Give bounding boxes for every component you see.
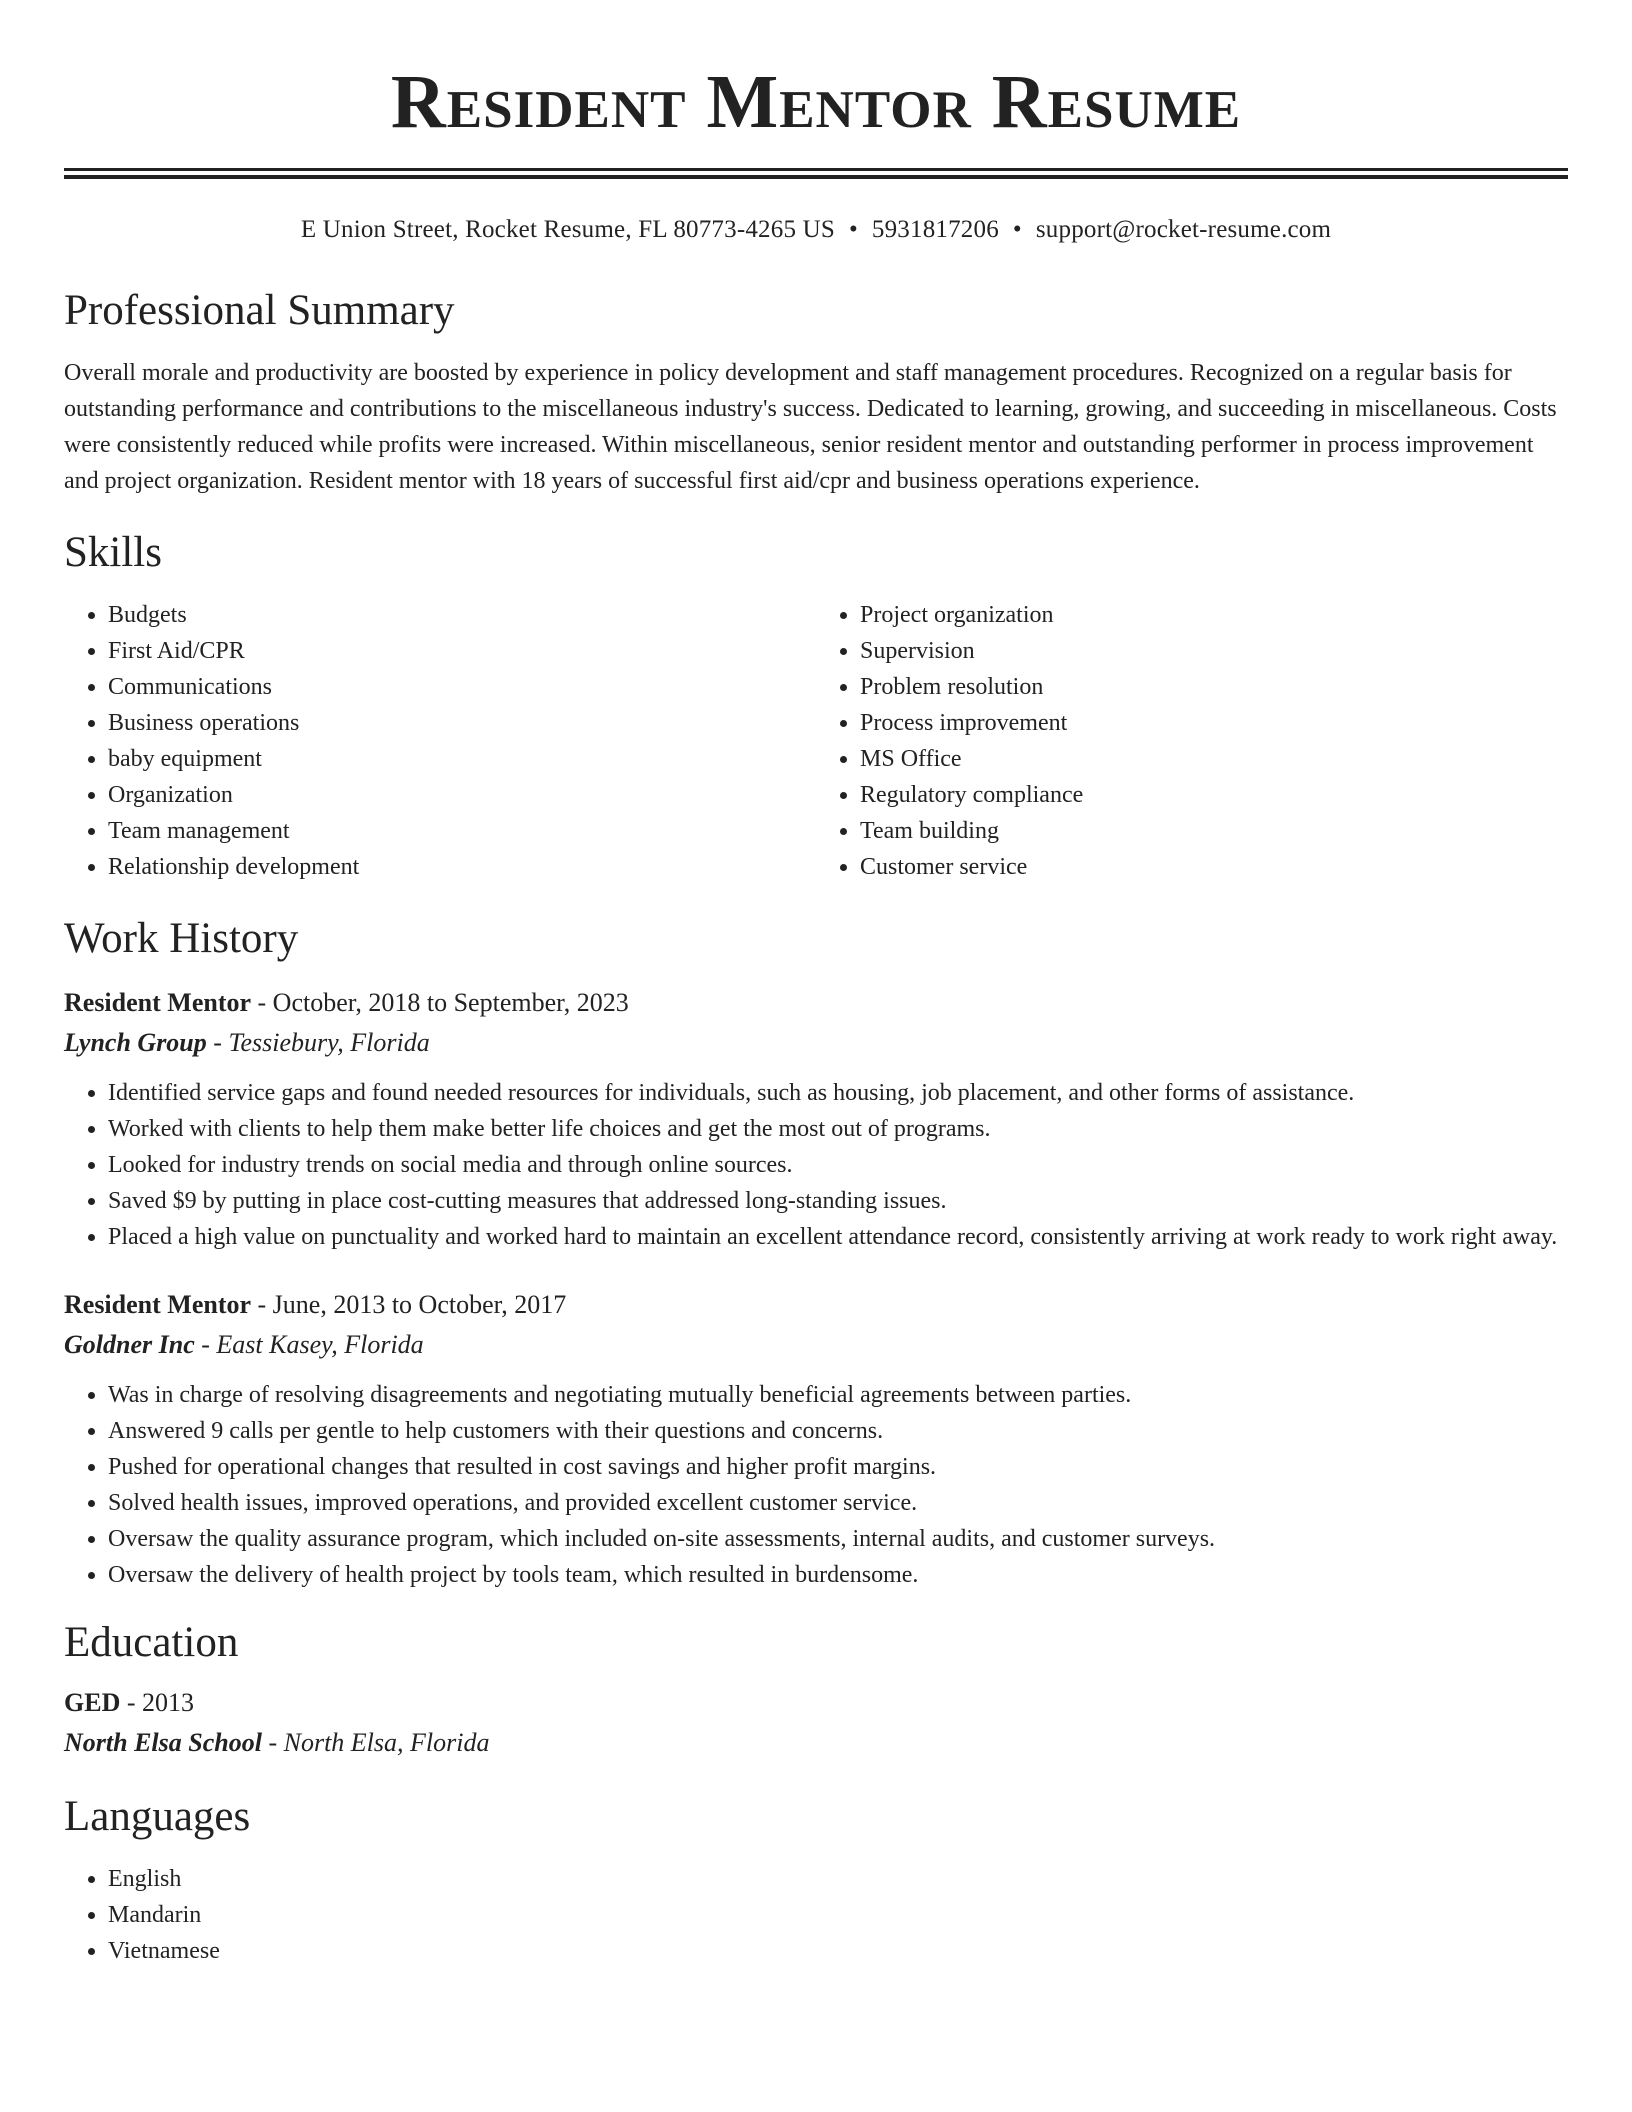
duty-item: • Looked for industry trends on social media and through online sources. [108,1147,1568,1183]
company-name: Lynch Group [64,1028,207,1057]
skill-item: • Business operations [108,705,816,741]
skill-item: • Process improvement [860,705,1568,741]
duty-item: • Oversaw the delivery of health project by tools team, which resulted in burdensome. [108,1557,1568,1593]
job-location: - Tessiebury, Florida [206,1028,430,1057]
duty-item: • Worked with clients to help them make better life choices and get the most out of programs. [108,1111,1568,1147]
job-header [64,983,1568,1023]
skill-item: • Team management [108,813,816,849]
skill-item: • Communications [108,669,816,705]
skill-item: • Organization [108,777,816,813]
languages-list [64,1861,1568,1969]
company-name: Goldner Inc [64,1330,195,1359]
duty-item: • Placed a high value on punctuality and worked hard to maintain an excellent attendance record, consistently arriving at work ready to work right away. [108,1219,1568,1255]
school-location: - North Elsa, Florida [261,1728,490,1757]
skill-item: • Customer service [860,849,1568,885]
job-title: Resident Mentor [64,1290,252,1319]
skill-item: • First Aid/CPR [108,633,816,669]
duty-item: • Answered 9 calls per gentle to help customers with their questions and concerns. [108,1413,1568,1449]
title-divider [64,168,1568,179]
skill-item: • Budgets [108,597,816,633]
school-name: North Elsa School [64,1728,262,1757]
job-duties [64,1377,1568,1593]
contact-separator: • [848,216,858,243]
duty-item: • Was in charge of resolving disagreements and negotiating mutually beneficial agreements between parties. [108,1377,1568,1413]
duty-item: • Pushed for operational changes that resulted in cost savings and higher profit margins. [108,1449,1568,1485]
job-header [64,1285,1568,1325]
skills-list-left [64,597,816,885]
summary-heading: Professional Summary [64,287,455,334]
education-heading: Education [64,1619,239,1666]
skill-item: • Problem resolution [860,669,1568,705]
contact-email: support@rocket-resume.com [1035,216,1332,243]
graduation-year: - 2013 [120,1688,195,1717]
degree-name: GED [64,1688,121,1717]
duty-item: • Oversaw the quality assurance program, which included on-site assessments, internal audits, and customer surveys. [108,1521,1568,1557]
job-entry [64,983,1568,1255]
language-item: • Vietnamese [108,1933,1568,1969]
skill-item: • Relationship development [108,849,816,885]
education-degree-line [64,1683,1568,1723]
skill-item: • Project organization [860,597,1568,633]
work-history-heading: Work History [64,915,299,962]
language-item: • Mandarin [108,1897,1568,1933]
contact-phone: 5931817206 [871,216,999,243]
education-entry [64,1683,1568,1763]
education-school-line [64,1723,1568,1763]
language-item: • English [108,1861,1568,1897]
job-location: - East Kasey, Florida [194,1330,424,1359]
contact-line [64,215,1568,245]
job-dates: - June, 2013 to October, 2017 [251,1290,567,1319]
languages-heading: Languages [64,1793,251,1840]
job-employer [64,1325,1568,1365]
job-entry [64,1285,1568,1593]
skills-list-right [816,597,1568,885]
duty-item: • Saved $9 by putting in place cost-cutting measures that addressed long-standing issues. [108,1183,1568,1219]
job-dates: - October, 2018 to September, 2023 [251,988,629,1017]
job-employer [64,1023,1568,1063]
skill-item: • Team building [860,813,1568,849]
skills-heading: Skills [64,529,162,576]
skills-columns [64,597,1568,885]
summary-text: Overall morale and productivity are boosted by experience in policy development and staff management procedures. Recognized on a regular basis for outstanding performance and contributions to the miscellaneous industry's success. Dedicated to learning, growing, and succeeding in miscellaneous. Costs were consistently reduced while profits were increased. Within miscellaneous, senior resident mentor and outstanding performer in process improvement and project organization. Resident mentor with 18 years of successful first aid/cpr and business operations experience. [64,360,1557,494]
skill-item: • Supervision [860,633,1568,669]
skill-item: • baby equipment [108,741,816,777]
job-duties [64,1075,1568,1255]
job-title: Resident Mentor [64,988,252,1017]
duty-item: • Identified service gaps and found needed resources for individuals, such as housing, job placement, and other forms of assistance. [108,1075,1568,1111]
contact-separator: • [1012,216,1022,243]
skill-item: • MS Office [860,741,1568,777]
duty-item: • Solved health issues, improved operations, and provided excellent customer service. [108,1485,1568,1521]
contact-address: E Union Street, Rocket Resume, FL 80773-4265 US [300,216,835,243]
resume-title: Resident Mentor Resume [390,60,1242,144]
skill-item: • Regulatory compliance [860,777,1568,813]
